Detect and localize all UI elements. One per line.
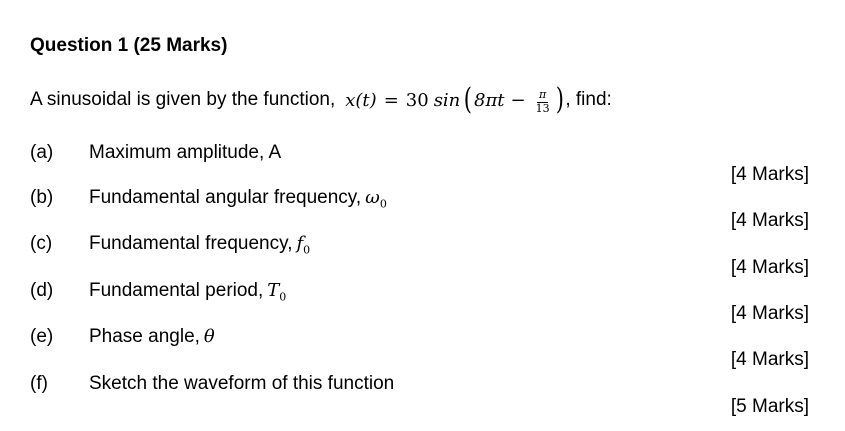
omega-subscript: 0 (379, 197, 387, 211)
item-b-text (89, 187, 387, 211)
item-a-marks: [4 Marks] (730, 164, 809, 185)
item-f-text (89, 373, 394, 395)
item-c-marks: [4 Marks] (730, 257, 809, 278)
frequency-subscript: 0 (303, 243, 311, 257)
item-d-marks: [4 Marks] (730, 303, 809, 324)
phase-fraction (534, 89, 552, 115)
item-b-marks: [4 Marks] (730, 210, 809, 231)
item-f-letter: (f) (30, 373, 48, 394)
item-a-label: Maximum amplitude, A (89, 142, 282, 163)
omega-symbol: $\omega_0$ (365, 187, 387, 211)
item-e-marks: [4 Marks] (730, 349, 809, 370)
intro-prefix: A sinusoidal is given by the function, (30, 89, 336, 110)
item-f-label: Sketch the waveform of this function (89, 373, 395, 394)
item-d-letter: (d) (30, 280, 54, 301)
equation-amplitude: 30 (405, 89, 429, 111)
item-c-text (89, 233, 310, 257)
item-c-letter: (c) (30, 233, 53, 254)
fraction-denominator: 13 (535, 101, 550, 115)
equation-minus: − (510, 89, 526, 111)
question-heading: Question 1 (25 Marks) (30, 35, 228, 56)
equation-left-paren: ( (464, 82, 473, 117)
item-a-letter: (a) (30, 142, 54, 163)
item-c-label: Fundamental frequency, (89, 233, 293, 254)
item-b-label: Fundamental angular frequency, (89, 187, 362, 208)
item-e-label: Phase angle, (89, 326, 200, 347)
item-e-letter: (e) (30, 326, 54, 347)
period-symbol: $T_0$ (267, 280, 287, 304)
item-a-text (89, 142, 281, 164)
equation-arg: 8πt (474, 89, 505, 111)
equation-lhs: x(t) (345, 89, 377, 111)
theta-symbol: θ (203, 326, 215, 347)
item-d-label: Fundamental period, (89, 280, 264, 301)
equation-right-paren: ) (555, 82, 564, 117)
sinusoid-equation (345, 82, 565, 117)
fraction-numerator: π (538, 87, 547, 101)
frequency-symbol: $f_0$ (296, 233, 311, 257)
question-intro (30, 80, 612, 120)
equation-equals: = (383, 89, 399, 111)
period-subscript: 0 (279, 290, 287, 304)
item-e-text (89, 326, 215, 348)
intro-suffix: , find: (565, 89, 612, 110)
item-b-letter: (b) (30, 187, 54, 208)
item-d-text (89, 280, 286, 304)
equation-func: sin (433, 89, 461, 111)
item-f-marks: [5 Marks] (730, 396, 809, 417)
